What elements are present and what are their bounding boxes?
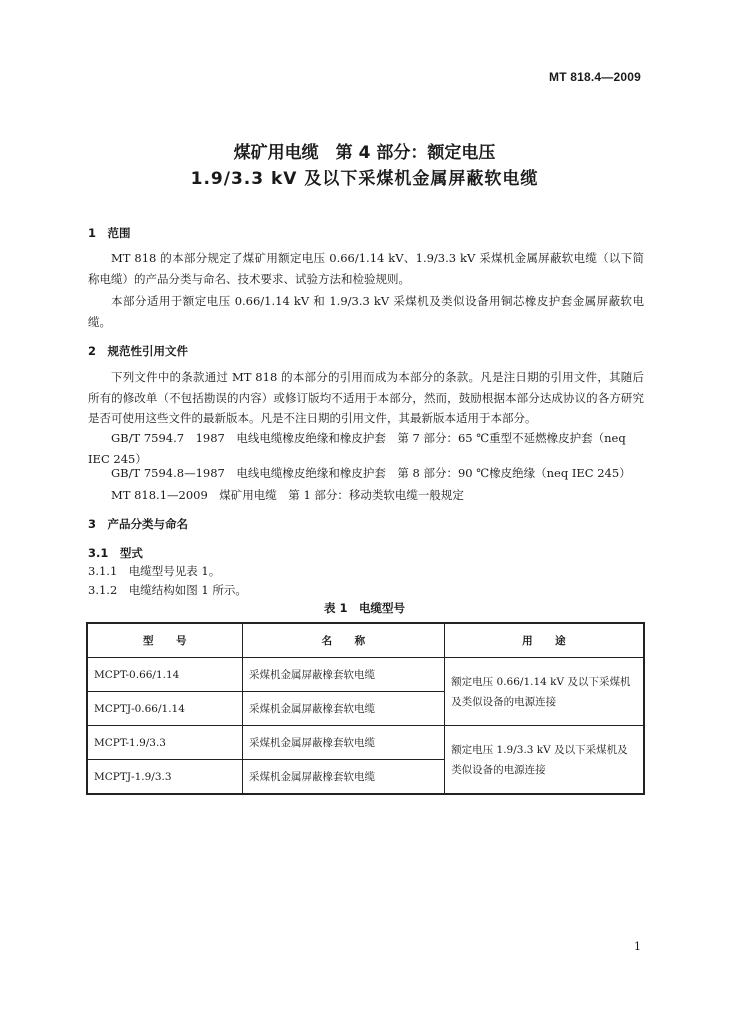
- model-cell: MCPT-1.9/3.3: [87, 726, 243, 760]
- title-line-1: 煤矿用电缆 第 4 部分：额定电压: [233, 143, 496, 163]
- section-3-1-1: 3.1.1 电缆型号见表 1。: [88, 564, 221, 578]
- document-id: MT 818.4—2009: [549, 70, 641, 84]
- name-cell: 采煤机金属屏蔽橡套软电缆: [243, 726, 445, 760]
- table-header-row: [87, 623, 644, 658]
- use-cell: 额定电压 0.66/1.14 kV 及以下采煤机及类似设备的电源连接: [445, 658, 644, 726]
- reference-gbt-7594-8: GB/T 7594.8—1987 电线电缆橡皮绝缘和橡皮护套 第 8 部分：90 ℃橡皮绝缘（neq IEC 245）: [111, 466, 631, 480]
- section-2-heading: 2 规范性引用文件: [88, 344, 189, 358]
- section-3-1-heading: 3.1 型式: [88, 546, 143, 560]
- model-cell: MCPTJ-1.9/3.3: [87, 760, 243, 795]
- title-line-2: 1.9/3.3 kV 及以下采煤机金属屏蔽软电缆: [190, 169, 539, 189]
- header-name: 名 称: [243, 623, 445, 658]
- section-1-paragraph-2: 本部分适用于额定电压 0.66/1.14 kV 和 1.9/3.3 kV 采煤机及类似设备用铜芯橡皮护套金属屏蔽软电缆。: [88, 294, 644, 329]
- section-3-1-2: 3.1.2 电缆结构如图 1 所示。: [88, 583, 247, 597]
- header-model: 型 号: [87, 623, 243, 658]
- table-1-caption: 表 1 电缆型号: [323, 601, 405, 615]
- cable-model-table: [86, 622, 645, 795]
- name-cell: 采煤机金属屏蔽橡套软电缆: [243, 760, 445, 795]
- name-cell: 采煤机金属屏蔽橡套软电缆: [243, 658, 445, 692]
- header-use: 用 途: [445, 623, 644, 658]
- reference-gbt-7594-7: GB/T 7594.7 1987 电线电缆橡皮绝缘和橡皮护套 第 7 部分：65 ℃重型不延燃橡皮护套（neq: [111, 431, 626, 445]
- table-row: [87, 658, 644, 692]
- page-number: 1: [634, 940, 641, 953]
- section-2-paragraph: 下列文件中的条款通过 MT 818 的本部分的引用而成为本部分的条款。凡是注日期的引用文件，其随后所有的修改单（不包括勘误的内容）或修订版均不适用于本部分，然而，鼓励根据本部分达成协议的各方研究是否可使用这些文件的最新版本。凡是不注日期的引用文件，其最新版本适用于本部分。: [88, 370, 644, 425]
- model-cell: MCPT-0.66/1.14: [87, 658, 243, 692]
- section-1-paragraph-1: MT 818 的本部分规定了煤矿用额定电压 0.66/1.14 kV、1.9/3.3 kV 采煤机金属屏蔽软电缆（以下简称电缆）的产品分类与命名、技术要求、试验方法和检验规则。: [88, 251, 644, 286]
- reference-gbt-7594-7-cont: IEC 245）: [88, 452, 147, 466]
- table-row: [87, 726, 644, 760]
- name-cell: 采煤机金属屏蔽橡套软电缆: [243, 692, 445, 726]
- model-cell: MCPTJ-0.66/1.14: [87, 692, 243, 726]
- section-1-heading: 1 范围: [88, 226, 131, 240]
- use-cell: 额定电压 1.9/3.3 kV 及以下采煤机及类似设备的电源连接: [445, 726, 644, 795]
- section-3-heading: 3 产品分类与命名: [88, 517, 189, 531]
- reference-mt-818-1: MT 818.1—2009 煤矿用电缆 第 1 部分：移动类软电缆一般规定: [111, 488, 464, 502]
